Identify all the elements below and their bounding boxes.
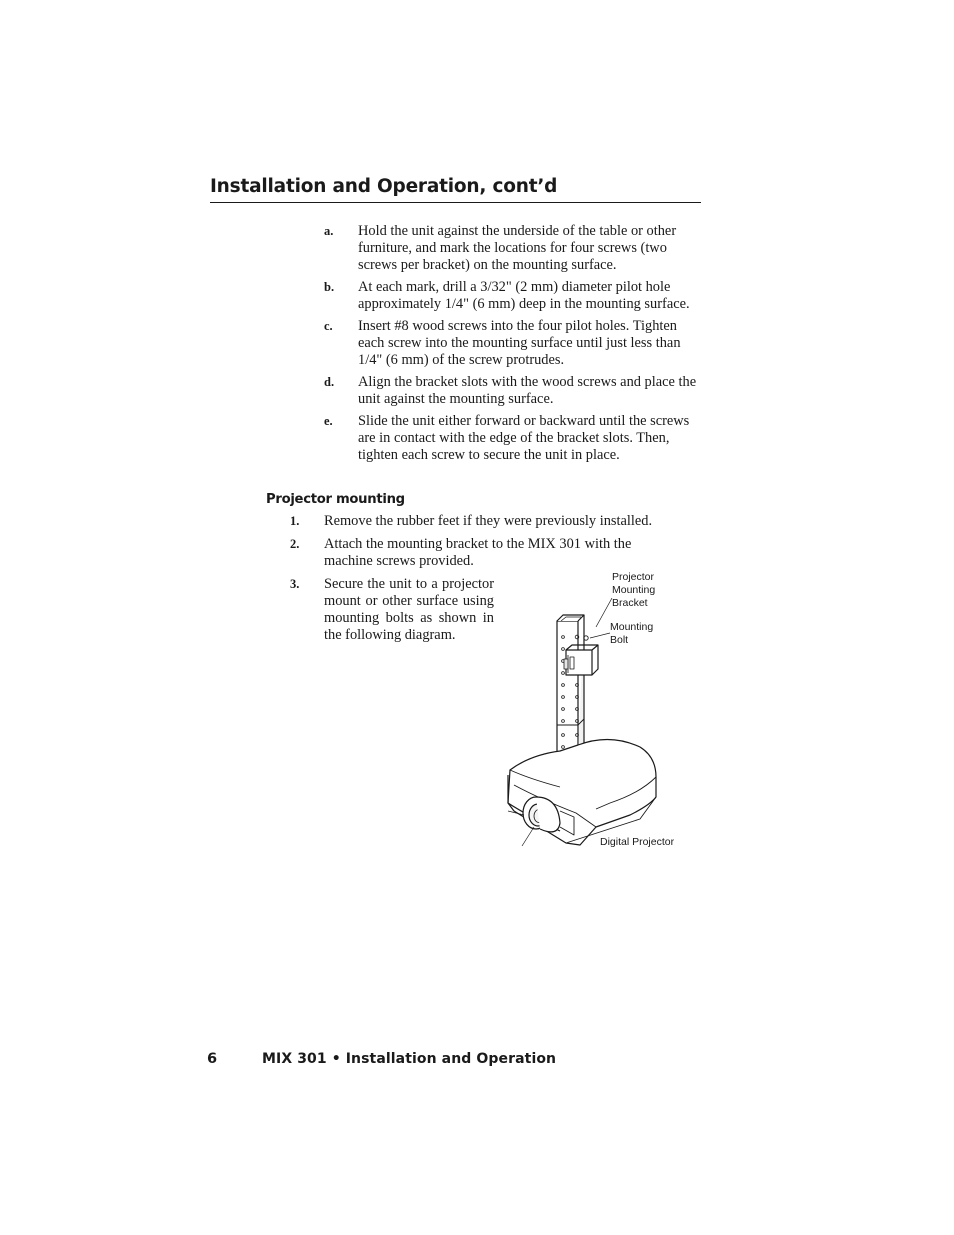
step-d — [324, 374, 704, 408]
page-number: 6 — [207, 1051, 218, 1067]
step-text: At each mark, drill a 3/32" (2 mm) diameter pilot hole approximately 1/4" (6 mm) deep in the mounting surface. — [358, 279, 690, 312]
callout-mounting-bolt: Mounting Bolt — [610, 621, 654, 646]
step-label: 3. — [290, 577, 300, 591]
callout-digital-projector: Digital Projector — [600, 836, 675, 848]
step-text: Hold the unit against the underside of the table or other furniture, and mark the locations for four screws (two screws per bracket) on the mounting surface. — [358, 223, 677, 273]
step-label: a. — [324, 224, 334, 238]
step-text: Remove the rubber feet if they were previously installed. — [324, 513, 653, 529]
step-label: 2. — [290, 537, 300, 551]
projector-mount-diagram — [500, 565, 700, 860]
step-label: d. — [324, 375, 335, 389]
step-e — [324, 413, 704, 464]
step-label: c. — [324, 319, 333, 333]
step-1 — [290, 513, 690, 530]
step-text: Align the bracket slots with the wood screws and place the unit against the mounting surface. — [358, 374, 697, 407]
page-heading: Installation and Operation, cont’d — [210, 176, 701, 203]
step-label: b. — [324, 280, 335, 294]
step-a — [324, 223, 704, 274]
step-text: Attach the mounting bracket to the MIX 301 with the machine screws provided. — [324, 536, 632, 569]
step-text: Secure the unit to a projector mount or other surface using mounting bolts as shown in the following diagram. — [324, 576, 494, 643]
lettered-steps — [324, 223, 704, 469]
step-label: 1. — [290, 514, 300, 528]
section-subheading: Projector mounting — [266, 492, 405, 507]
step-b — [324, 279, 704, 313]
footer-title: MIX 301 • Installation and Operation — [262, 1051, 557, 1067]
step-text: Insert #8 wood screws into the four pilot holes. Tighten each screw into the mounting surface until just less than 1/4" (6 mm) of the screw protrudes. — [358, 318, 681, 368]
step-c — [324, 318, 704, 369]
callout-projector-mounting-bracket: Projector Mounting Bracket — [612, 571, 656, 609]
step-text: Slide the unit either forward or backward until the screws are in contact with the edge of the bracket slots. Then, tighten each screw to secure the unit in place. — [358, 413, 690, 463]
step-label: e. — [324, 414, 333, 428]
